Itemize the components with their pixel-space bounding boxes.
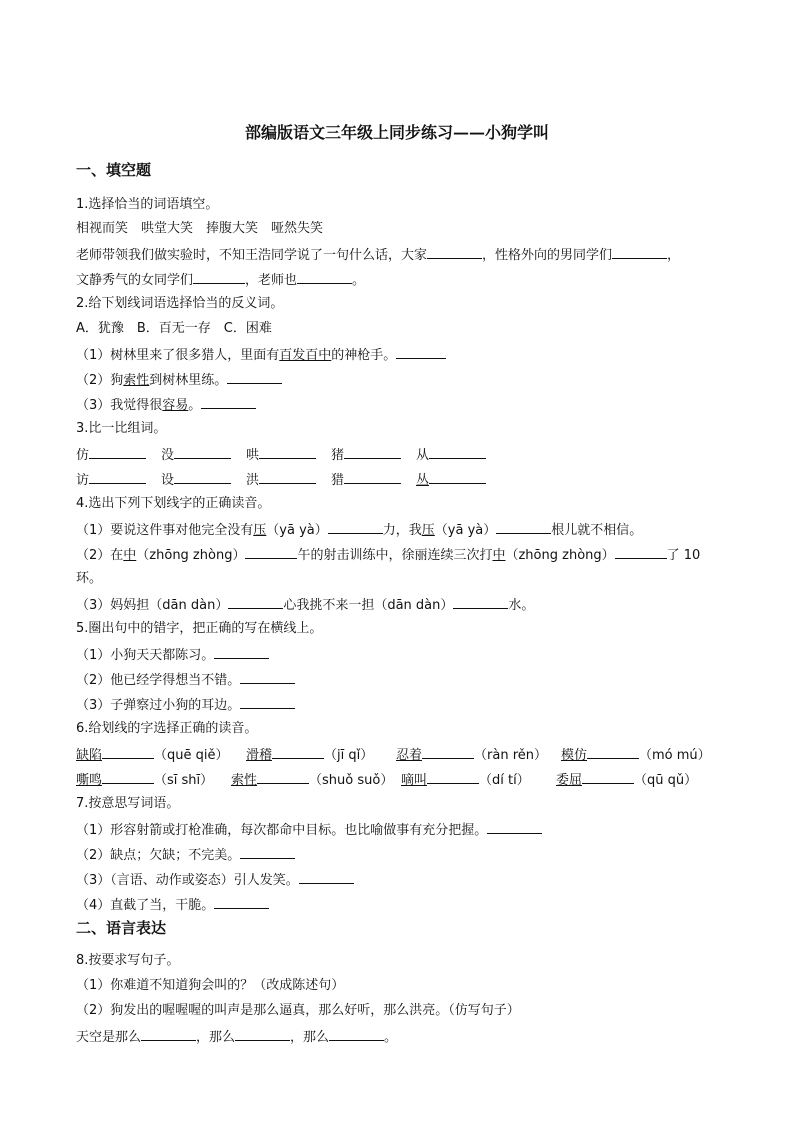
text-span: （qū qǔ） [634,773,698,788]
text-span: 没 [161,448,175,463]
text-span: （quē qiě） [154,748,229,763]
q8-fill [76,1027,397,1047]
text-span: 访 [76,473,90,488]
q5-stem: 5.圈出句中的错字，把正确的写在横线上。 [76,621,323,636]
q6-word [561,745,711,765]
text-span: 到树林里练。 [149,373,228,388]
text-span: （2）在 [76,548,124,563]
text-span: 哄 [246,448,260,463]
q2-item2 [76,370,282,390]
text-span: 心我挑不来一担（dān dàn） [283,598,454,613]
q7-item3 [76,870,354,890]
text-span: （2）他已经学得想当不错。 [76,673,241,688]
text-span: ，那么 [290,1030,330,1045]
text-span: 中 [123,548,137,563]
q8-item2: （2）狗发出的喔喔喔的叫声是那么逼真，那么好听，那么洪亮。（仿写句子） [76,1003,520,1018]
answer-blank[interactable] [344,445,401,459]
q6-word [556,770,697,790]
text-span: ，性格外向的男同学们 [482,248,613,263]
text-span: （yā yà） [266,523,328,538]
text-span: ，那么 [196,1030,236,1045]
q2-item3 [76,395,256,415]
q8-item1: （1）你难道不知道狗会叫的？（改成陈述句） [76,978,345,993]
answer-blank[interactable] [174,470,231,484]
answer-blank[interactable] [496,520,551,534]
text-span: 洪 [246,473,260,488]
text-span: 丛 [416,473,430,488]
answer-blank[interactable] [141,1027,196,1041]
answer-blank[interactable] [102,770,154,784]
q3-char [246,445,316,465]
q5-item2 [76,670,295,690]
q1-line2 [76,270,365,290]
text-span: 猎 [331,473,345,488]
q5-item3 [76,695,295,715]
text-span: 容易 [162,398,189,413]
text-span: （jī qǐ） [324,748,374,763]
q8-stem: 8.按要求写句子。 [76,953,180,968]
answer-blank[interactable] [259,470,316,484]
q4-stem: 4.选出下列下划线字的正确读音。 [76,496,271,511]
text-span: （3）妈妈担（dān dàn） [76,598,229,613]
q2-item1 [76,345,446,365]
text-span: （yā yà） [434,523,497,538]
q7-item1 [76,820,542,840]
answer-blank[interactable] [235,1027,290,1041]
answer-blank[interactable] [89,470,146,484]
answer-blank[interactable] [240,695,295,709]
answer-blank[interactable] [214,895,269,909]
answer-blank[interactable] [453,595,508,609]
answer-blank[interactable] [259,445,316,459]
q6-word [246,745,373,765]
text-span: 委屈 [556,773,583,788]
q6-stem: 6.给划线的字选择正确的读音。 [76,721,258,736]
q3-char [76,470,146,490]
q3-char [331,470,401,490]
answer-blank[interactable] [201,395,256,409]
text-span: （2）缺点；欠缺；不完美。 [76,848,241,863]
answer-blank[interactable] [429,445,486,459]
text-span: （mó mú） [639,748,711,763]
text-span: 模仿 [561,748,588,763]
text-span: ，老师也 [245,273,298,288]
q4-item2-cont: 环。 [76,571,103,586]
answer-blank[interactable] [612,245,667,259]
answer-blank[interactable] [422,745,474,759]
answer-blank[interactable] [89,445,146,459]
text-span: 设 [161,473,175,488]
q3-char [331,445,401,465]
text-span: 中 [492,548,506,563]
section-expression: 二、语言表达 [76,919,167,937]
q4-item1 [76,520,642,540]
text-span: 百发百中 [279,348,332,363]
q5-item1 [76,645,269,665]
q3-char [161,445,231,465]
text-span: （ràn rěn） [474,748,547,763]
text-span: （3）我觉得很 [76,398,163,413]
q3-char [416,445,486,465]
text-span: （sī shī） [154,773,214,788]
q3-char [246,470,316,490]
text-span: 老师带领我们做实验时，不知王浩同学说了一句什么话，大家 [76,248,428,263]
answer-blank[interactable] [228,595,283,609]
text-span: 忍着 [396,748,423,763]
q3-char [416,470,486,490]
answer-blank[interactable] [193,270,245,284]
q6-word [401,770,530,790]
q6-word [231,770,393,790]
answer-blank[interactable] [257,770,309,784]
text-span: （1）要说这件事对他完全没有 [76,523,254,538]
text-span: （dí tí） [479,773,530,788]
q4-item2 [76,545,700,565]
answer-blank[interactable] [227,370,282,384]
q1-stem: 1.选择恰当的词语填空。 [76,197,219,212]
text-span: 压 [253,523,267,538]
text-span: 。 [188,398,202,413]
text-span: 索性 [231,773,258,788]
q1-options: 相视而笑 哄堂大笑 捧腹大笑 哑然失笑 [76,221,324,236]
answer-blank[interactable] [174,445,231,459]
page-title: 部编版语文三年级上同步练习——小狗学叫 [244,123,549,142]
text-span: 仿 [76,448,90,463]
text-span: （3）子弹察过小狗的耳边。 [76,698,241,713]
q7-item2 [76,845,295,865]
q3-stem: 3.比一比组词。 [76,421,167,436]
text-span: （1）树林里来了很多猎人，里面有 [76,348,280,363]
text-span: 水。 [508,598,535,613]
text-span: 滑稽 [246,748,273,763]
text-span: （2）狗 [76,373,124,388]
text-span: ， [667,248,681,263]
answer-blank[interactable] [102,745,154,759]
text-span: 天空是那么 [76,1030,142,1045]
answer-blank[interactable] [240,845,295,859]
answer-blank[interactable] [427,770,479,784]
text-span: 压 [421,523,435,538]
answer-blank[interactable] [615,545,667,559]
answer-blank[interactable] [429,470,486,484]
answer-blank[interactable] [328,520,383,534]
text-span: 。 [352,273,366,288]
answer-blank[interactable] [272,745,324,759]
text-span: 的神枪手。 [331,348,397,363]
q6-word [76,745,229,765]
q2-stem: 2.给下划线词语选择恰当的反义词。 [76,296,284,311]
text-span: 索性 [123,373,150,388]
q3-char [161,470,231,490]
answer-blank[interactable] [299,870,354,884]
q6-word [76,770,213,790]
answer-blank[interactable] [344,470,401,484]
text-span: 文静秀气的女同学们 [76,273,194,288]
text-span: （zhōng zhòng） [505,548,615,563]
answer-blank[interactable] [582,770,634,784]
answer-blank[interactable] [587,745,639,759]
q6-word [396,745,547,765]
text-span: （shuǒ suǒ） [309,773,394,788]
text-span: 。 [384,1030,398,1045]
q7-stem: 7.按意思写词语。 [76,796,180,811]
answer-blank[interactable] [240,670,295,684]
text-span: 午的射击训练中，徐丽连续三次打 [297,548,493,563]
text-span: （1）形容射箭或打枪准确，每次都命中目标。也比喻做事有充分把握。 [76,823,488,838]
answer-blank[interactable] [427,245,482,259]
q2-options: A．犹豫 B．百无一存 C．困难 [76,321,272,336]
q3-char [76,445,146,465]
q7-item4 [76,895,269,915]
text-span: （3）（言语、动作或姿态）引人发笑。 [76,873,299,888]
text-span: 嘀叫 [401,773,428,788]
text-span: （1）小狗天天都陈习。 [76,648,215,663]
text-span: 猪 [331,448,345,463]
text-span: 力，我 [382,523,422,538]
answer-blank[interactable] [396,345,446,359]
text-span: 从 [416,448,430,463]
answer-blank[interactable] [329,1027,384,1041]
q4-item3 [76,595,534,615]
answer-blank[interactable] [214,645,269,659]
answer-blank[interactable] [487,820,542,834]
text-span: （4）直截了当，干脆。 [76,898,215,913]
text-span: 根儿就不相信。 [551,523,643,538]
q1-line1 [76,245,680,265]
answer-blank[interactable] [297,270,352,284]
text-span: 了 10 [666,548,701,563]
answer-blank[interactable] [245,545,297,559]
text-span: （zhōng zhòng） [136,548,246,563]
text-span: 缺陷 [76,748,103,763]
text-span: 嘶鸣 [76,773,103,788]
section-fill-in: 一、填空题 [76,161,152,179]
